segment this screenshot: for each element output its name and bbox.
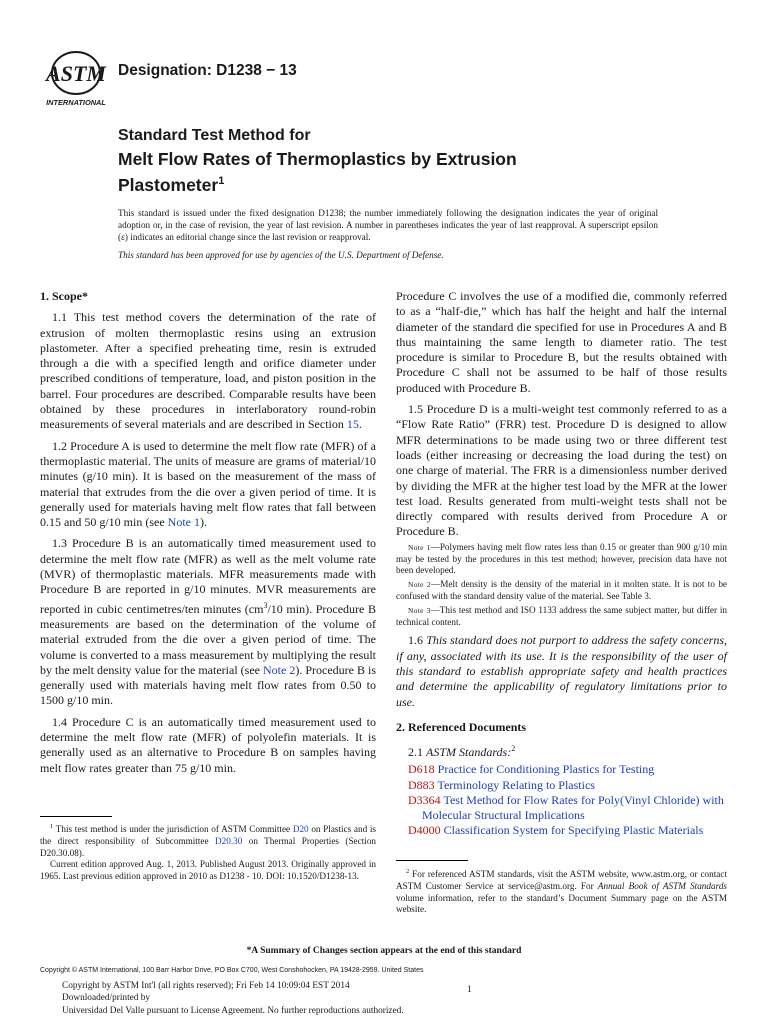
title-text: Melt Flow Rates of Thermoplastics by Extrusion Plastometer: [118, 149, 517, 195]
paragraph-1-4: 1.4 Procedure C is an automatically timed measurement used to determine the melt flow rate (MFR) of polyolefin materials. It is generally used as an alternative to Procedure B on samples having melt flow rates greater than 75 g/10 min.: [40, 714, 376, 775]
logo-subtext: INTERNATIONAL: [46, 98, 106, 107]
ref-title-link[interactable]: Test Method for Flow Rates for Poly(Vinyl Chloride) with Molecular Structural Implications: [422, 792, 724, 823]
note-3: [396, 605, 727, 629]
scope-heading: 1. Scope*: [40, 289, 88, 303]
note-3-text: —This test method and ISO 1133 address the same subject matter, but differ in technical content.: [396, 604, 727, 627]
title-footnote-mark: 1: [218, 175, 225, 187]
dod-approval: This standard has been approved for use by agencies of the U.S. Department of Defense.: [118, 250, 444, 260]
p2-1-number: 2.1: [408, 745, 426, 760]
fn1-text-a: This test method is under the jurisdiction of ASTM Committee: [55, 824, 293, 835]
paragraph-1-1: [40, 310, 376, 432]
right-column: [396, 289, 727, 838]
note-3-label: Note 3: [408, 605, 431, 615]
note-2-link[interactable]: Note 2: [263, 662, 296, 677]
download-info: [62, 980, 404, 1017]
copyright-line: Copyright © ASTM International, 100 Barr Harbor Drive, PO Box C700, West Conshohocken, PA 19428-2959. United States: [40, 967, 424, 974]
note-2: [396, 579, 727, 603]
p1-6-text: This standard does not purport to address the safety concerns, if any, associated with its use. It is the responsibility of the user of this standard to establish appropriate safety and health practices and determine the applicability of regulatory limitations prior to use.: [396, 633, 728, 709]
note-1-label: Note 1: [408, 542, 431, 552]
p1-3-sup: 3: [263, 600, 268, 610]
footnote-1-jurisdiction: [40, 821, 376, 859]
p2-1-sup: 2: [511, 744, 516, 754]
note-1: [396, 542, 727, 577]
fn1-mark: 1: [50, 823, 54, 830]
subcommittee-d20-30-link[interactable]: D20.30: [215, 835, 243, 846]
ref-code-link[interactable]: D883: [408, 777, 435, 792]
fn1-text-c: on Thermal Properties (Section D20.30.08).: [40, 835, 377, 858]
fn2-italic: Annual Book of ASTM Standards: [597, 880, 727, 891]
p1-2-text: 1.2 Procedure A is used to determine the melt flow rate (MFR) of a thermoplastic material. The units of measure are grams of material/10 minutes (g/10 min). It is based on the measurement of the mass of material that extrudes from the die over a given period of time. It is generally used for materials having melt flow rates that fall between 0.15 and 50 g/10 min (see: [40, 438, 376, 530]
reference-item: [396, 778, 727, 793]
paragraph-1-6: [396, 633, 727, 709]
note-1-text: —Polymers having melt flow rates less than 0.15 or greater than 900 g/10 min may be tested by the procedures in this test method; however, precision data have not been developed.: [396, 541, 727, 576]
title-line-2: [118, 148, 618, 196]
fn1-text-b: on Plastics and is the direct responsibility of Subcommittee: [40, 824, 376, 846]
p1-6-number: 1.6: [408, 633, 427, 648]
p1-2-end: ).: [199, 515, 207, 530]
section-15-link[interactable]: 15: [346, 417, 359, 432]
download-line-3: Universidad Del Valle pursuant to License Agreement. No further reproductions authorized.: [62, 1005, 404, 1016]
summary-of-changes-note: *A Summary of Changes section appears at the end of this standard: [246, 946, 522, 956]
footnote-1: [40, 821, 376, 883]
footnote-rule-right: [396, 860, 468, 861]
ref-code-link[interactable]: D4000: [408, 823, 441, 838]
footnote-1-edition: Current edition approved Aug. 1, 2013. Published August 2013. Originally approved in 1965. Last previous edition approved in 2010 as D1238 - 10. DOI: 10.1520/D1238-13.: [40, 859, 376, 882]
reference-item: [396, 762, 727, 777]
p2-1-text: ASTM Standards:: [426, 745, 512, 760]
reference-item: [396, 823, 727, 838]
footnote-rule-left: [40, 816, 112, 817]
page-number: 1: [467, 985, 472, 995]
paragraph-1-4-continued: Procedure C involves the use of a modified die, commonly referred to as a “half-die,” which has half the height and half the internal diameter of the standard die specified for use in Procedures A and B thus maintaining the same length to diameter ratio. The test procedure is similar to Procedure B, but the results obtained with Procedure C shall not be assumed to be half of those results produced with Procedure B.: [396, 289, 727, 395]
p1-3-text-b: /10 min). Procedure B measurements are based on the determination of the volume of material extruded from the die over a given period of time. The volume is converted to a mass measurement by multiplying the result by the melt density value for the material (see: [40, 601, 376, 677]
note-2-label: Note 2: [408, 580, 432, 590]
referenced-documents-heading: 2. Referenced Documents: [396, 719, 527, 734]
designation: Designation: D1238 − 13: [118, 62, 297, 79]
ref-title-link[interactable]: Terminology Relating to Plastics: [437, 777, 595, 792]
paragraph-1-2: [40, 439, 376, 531]
p1-1-end: .: [358, 417, 362, 432]
fn2-text-b: volume information, refer to the standard’s Document Summary page on the ASTM website.: [396, 892, 727, 915]
left-column: [40, 289, 376, 782]
paragraph-1-3: [40, 536, 376, 708]
ref-title-link[interactable]: Practice for Conditioning Plastics for Testing: [437, 762, 655, 777]
p1-3-text-c: ). Procedure B is generally used with materials having melt flow rates from 0.50 to 1500 g/10 min.: [40, 662, 377, 708]
download-line-1: Copyright by ASTM Int'l (all rights reserved); Fri Feb 14 10:09:04 EST 2014: [62, 981, 350, 991]
p1-1-text: 1.1 This test method covers the determination of the rate of extrusion of molten thermoplastic resins using an extrusion plastometer. After a specified preheating time, resin is extruded through a die with a specified length and orifice diameter under prescribed conditions of temperature, load, and piston position in the barrel. Four procedures are described. Comparable results have been obtained by these procedures in interlaboratory round-robin measurements of several materials and are described in Section: [40, 310, 376, 432]
ref-title-link[interactable]: Classification System for Specifying Plastic Materials: [443, 823, 704, 838]
note-2-text: —Melt density is the density of the material in it molten state. It is not to be confused with the standard density value of the material. See Table 3.: [396, 579, 727, 601]
ref-code-link[interactable]: D618: [408, 762, 435, 777]
fn2-text-a: For referenced ASTM standards, visit the ASTM website, www.astm.org, or contact ASTM Customer Service at service@astm.org. For: [396, 869, 727, 891]
reference-item: [396, 793, 727, 823]
intro-paragraph: This standard is issued under the fixed designation D1238; the number immediately following the designation indicates the year of original adoption or, in the case of revision, the year of last revision. A number in parentheses indicates the year of last reapproval. A superscript epsilon (ε) indicates an editorial change since the last revision or reapproval.: [118, 208, 658, 243]
committee-d20-link[interactable]: D20: [292, 824, 309, 835]
paragraph-1-5: 1.5 Procedure D is a multi-weight test commonly referred to as a “Flow Rate Ratio” (FRR) test. Procedure D is designed to allow MFR determinations to be made using two or three different test loads (either increasing or decreasing the load during the test) on one charge of material. The FRR is a dimensionless number derived by dividing the MFR at the higher test load by the MFR at the lower test load. Results generated from multi-weight tests shall not be directly compared with results derived from Procedure A or Procedure B.: [396, 402, 727, 539]
note-1-link[interactable]: Note 1: [167, 515, 200, 530]
astm-logo: [40, 50, 112, 108]
ref-code-link[interactable]: D3364: [408, 792, 441, 807]
footnote-2: [396, 866, 727, 916]
paragraph-2-1: [396, 741, 727, 760]
fn2-mark: 2: [406, 868, 410, 875]
download-line-2: Downloaded/printed by: [62, 993, 151, 1004]
title-line-1: Standard Test Method for: [118, 127, 311, 144]
p1-3-text-a: 1.3 Procedure B is an automatically timed measurement used to determine the melt flow rate (MFR) as well as the melt volume rate (MVR) of thermoplastic materials. MFR measurements made with Procedure B are reported in g/10 minutes. MVR measurements are reported in cubic centimetres/ten minutes (cm: [40, 536, 376, 616]
logo-text: ASTM: [46, 61, 106, 86]
footnote-2-text: [396, 866, 727, 916]
